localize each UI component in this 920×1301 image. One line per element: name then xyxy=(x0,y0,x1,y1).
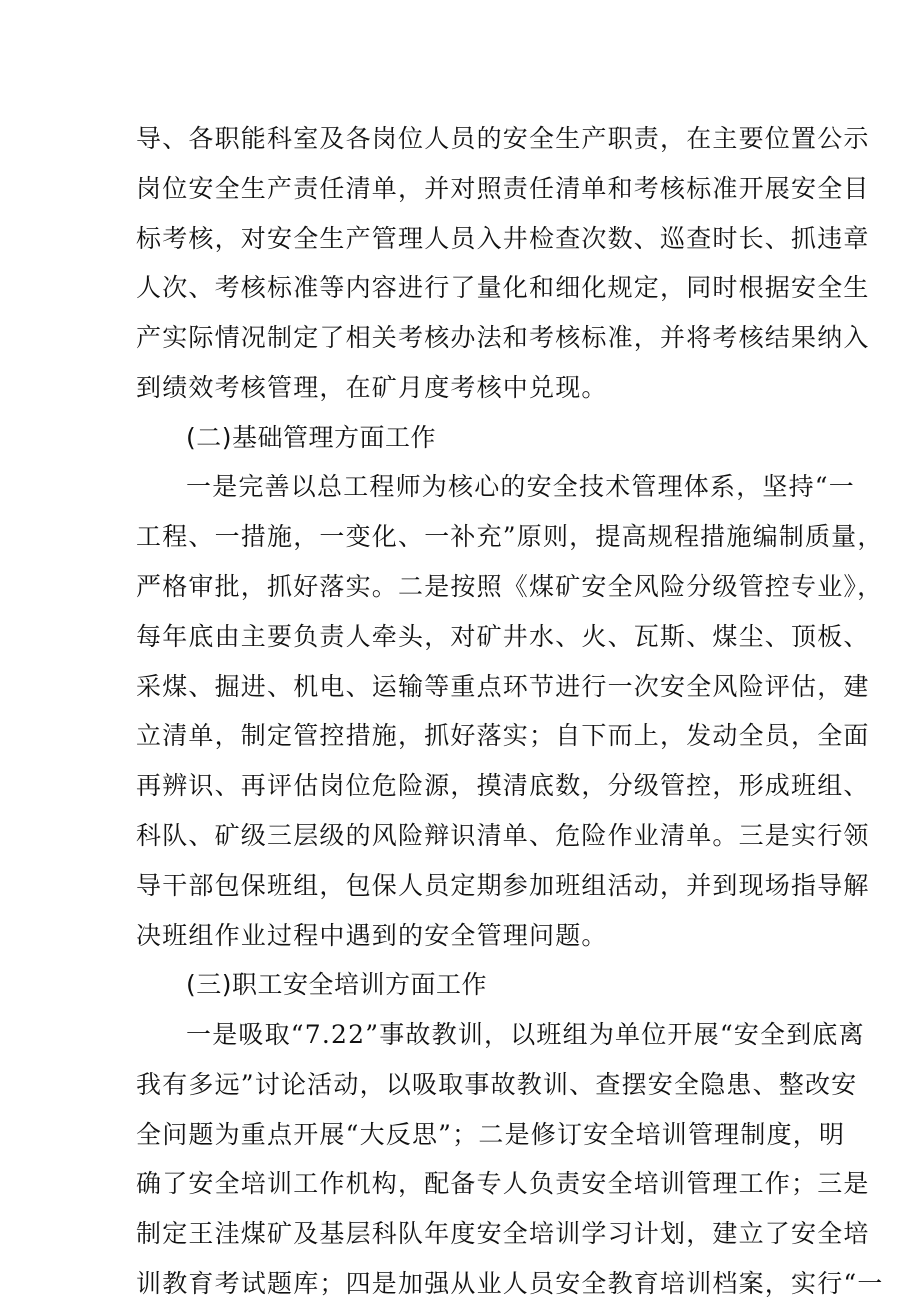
section-3-line-3: 全问题为重点开展“大反思”；二是修订安全培训管理制度，明 xyxy=(136,1120,846,1149)
section-2-line-10: 决班组作业过程中遇到的安全管理问题。 xyxy=(136,921,608,950)
section-3-line-1: 一是吸取“7.22”事故教训，以班组为单位开展“安全到底离 xyxy=(186,1020,865,1049)
section-2-line-5: 采煤、掘进、机电、运输等重点环节进行一次安全风险评估，建 xyxy=(136,672,870,701)
paragraph-1-line-1: 导、各职能科室及各岗位人员的安全生产职责，在主要位置公示 xyxy=(136,124,870,153)
section-2-line-9: 导干部包保班组，包保人员定期参加班组活动，并到现场指导解 xyxy=(136,871,870,900)
section-2-line-2: 工程、一措施，一变化、一补充”原则，提高规程措施编制质量， xyxy=(136,522,884,551)
section-2-heading: (二)基础管理方面工作 xyxy=(186,423,437,452)
paragraph-1-line-4: 人次、考核标准等内容进行了量化和细化规定，同时根据安全生 xyxy=(136,273,870,302)
section-2-line-3: 严格审批，抓好落实。二是按照《煤矿安全风险分级管控专业》， xyxy=(136,572,884,601)
paragraph-1-line-6: 到绩效考核管理，在矿月度考核中兑现。 xyxy=(136,373,608,402)
paragraph-1-line-3: 标考核，对安全生产管理人员入井检查次数、巡查时长、抓违章 xyxy=(136,224,870,253)
section-2-line-7: 再辨识、再评估岗位危险源，摸清底数，分级管控，形成班组、 xyxy=(136,771,870,800)
section-3-line-2: 我有多远”讨论活动，以吸取事故教训、查摆安全隐患、整改安 xyxy=(136,1070,858,1099)
section-2-line-1: 一是完善以总工程师为核心的安全技术管理体系，坚持“一 xyxy=(186,472,855,501)
section-3-line-4: 确了安全培训工作机构，配备专人负责安全培训管理工作；三是 xyxy=(136,1169,870,1198)
paragraph-1-line-5: 产实际情况制定了相关考核办法和考核标准，并将考核结果纳入 xyxy=(136,323,870,352)
section-3-line-5: 制定王洼煤矿及基层科队年度安全培训学习计划，建立了安全培 xyxy=(136,1219,870,1248)
section-3-heading: (三)职工安全培训方面工作 xyxy=(186,970,488,999)
section-2-line-4: 每年底由主要负责人牵头，对矿井水、火、瓦斯、煤尘、顶板、 xyxy=(136,622,870,651)
paragraph-1-line-2: 岗位安全生产责任清单，并对照责任清单和考核标准开展安全目 xyxy=(136,174,870,203)
section-2-line-6: 立清单，制定管控措施，抓好落实；自下而上，发动全员，全面 xyxy=(136,721,870,750)
section-3-line-6: 训教育考试题库；四是加强从业人员安全教育培训档案，实行“一 xyxy=(136,1269,884,1298)
section-2-line-8: 科队、矿级三层级的风险辩识清单、危险作业清单。三是实行领 xyxy=(136,821,870,850)
